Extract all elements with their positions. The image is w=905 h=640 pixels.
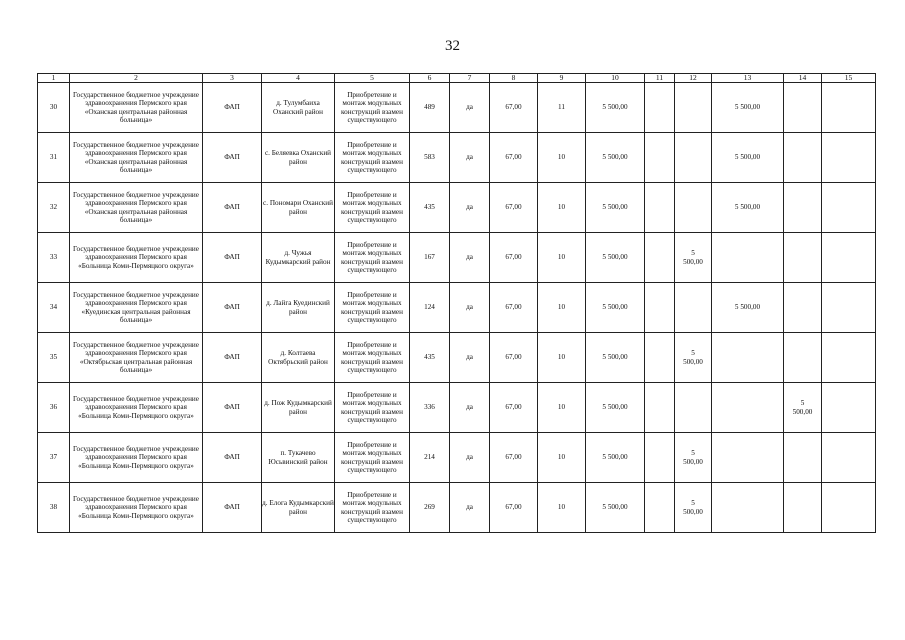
- row-number: 36: [49, 403, 58, 412]
- organization-cell: [70, 133, 203, 183]
- organization: Государственное бюджетное учреждение здравоохранения Пермского края «Октябрьская центральная районная больница»: [73, 340, 199, 374]
- column-header: 2: [70, 74, 203, 83]
- staff-count: 10: [557, 253, 566, 262]
- location-cell: [262, 433, 335, 483]
- staff-count: 11: [558, 103, 565, 112]
- col-14-amount-cell: [784, 233, 822, 283]
- table-row: [38, 433, 876, 483]
- row-number: 38: [49, 503, 58, 512]
- facility-type-cell: [203, 233, 262, 283]
- location-cell: [262, 233, 335, 283]
- organization-cell: [70, 283, 203, 333]
- organization: Государственное бюджетное учреждение здравоохранения Пермского края «Куединская центральная районная больница»: [73, 290, 199, 324]
- table-row: [38, 83, 876, 133]
- col-14-amount-cell: [784, 83, 822, 133]
- population: 269: [424, 503, 435, 512]
- column-number-row: [38, 74, 876, 83]
- work-description-cell: [335, 433, 410, 483]
- population: 124: [424, 303, 435, 312]
- col-12-amount-cell: [675, 383, 712, 433]
- column-header: 7: [450, 74, 490, 83]
- population: 214: [424, 453, 435, 462]
- location: с. Пономари Оханский район: [263, 199, 333, 216]
- facility-type-cell: [203, 133, 262, 183]
- staff-count-cell: [538, 383, 586, 433]
- staff-count-cell: [538, 133, 586, 183]
- staff-count-cell: [538, 183, 586, 233]
- col-14-amount-cell: [784, 133, 822, 183]
- facility-type-cell: [203, 483, 262, 533]
- cost-cell: [586, 133, 645, 183]
- facility-type-cell: [203, 83, 262, 133]
- organization-cell: [70, 483, 203, 533]
- col-11-cell: [645, 83, 675, 133]
- population: 167: [424, 253, 435, 262]
- population-cell: [410, 83, 450, 133]
- work-description-cell: [335, 333, 410, 383]
- col-12-amount-cell: [675, 83, 712, 133]
- col-14-amount-cell: [784, 333, 822, 383]
- work-description-cell: [335, 283, 410, 333]
- row-number: 37: [49, 453, 58, 462]
- organization-cell: [70, 433, 203, 483]
- work-description: Приобретение и монтаж модульных конструкций взамен существующего: [341, 490, 403, 524]
- col-15-cell: [822, 133, 876, 183]
- col-14-amount-cell: [784, 283, 822, 333]
- organization: Государственное бюджетное учреждение здравоохранения Пермского края «Больница Коми-Пермяцкого округа»: [73, 445, 199, 470]
- table-row: [38, 383, 876, 433]
- col-12-amount: 5 500,00: [683, 349, 703, 366]
- col-12-amount-cell: [675, 133, 712, 183]
- col-15-cell: [822, 183, 876, 233]
- col-14-amount-cell: [784, 483, 822, 533]
- population: 435: [424, 353, 435, 362]
- cost: 5 500,00: [602, 153, 628, 162]
- cost: 5 500,00: [602, 203, 628, 212]
- staff-count-cell: [538, 483, 586, 533]
- row-number-cell: [38, 283, 70, 333]
- staff-count-cell: [538, 333, 586, 383]
- needed-flag: да: [466, 503, 473, 512]
- population: 336: [424, 403, 435, 412]
- table-row: [38, 233, 876, 283]
- col-12-amount: 5 500,00: [683, 449, 703, 466]
- organization: Государственное бюджетное учреждение здравоохранения Пермского края «Оханская центральная районная больница»: [73, 140, 199, 174]
- population-cell: [410, 233, 450, 283]
- needed-flag: да: [466, 153, 473, 162]
- organization: Государственное бюджетное учреждение здравоохранения Пермского края «Оханская центральная районная больница»: [73, 190, 199, 224]
- needed-flag-cell: [450, 183, 490, 233]
- cost-cell: [586, 83, 645, 133]
- needed-flag-cell: [450, 483, 490, 533]
- organization-cell: [70, 383, 203, 433]
- column-header: 1: [38, 74, 70, 83]
- cost: 5 500,00: [602, 253, 628, 262]
- table-row: [38, 183, 876, 233]
- cost: 5 500,00: [602, 103, 628, 112]
- work-description: Приобретение и монтаж модульных конструкций взамен существующего: [341, 190, 403, 224]
- population: 435: [424, 203, 435, 212]
- work-description-cell: [335, 483, 410, 533]
- staff-count-cell: [538, 233, 586, 283]
- col-12-amount-cell: [675, 233, 712, 283]
- facility-type-cell: [203, 433, 262, 483]
- col-15-cell: [822, 233, 876, 283]
- needed-flag-cell: [450, 133, 490, 183]
- column-header: 5: [335, 74, 410, 83]
- page-number: 32: [445, 38, 460, 54]
- work-description: Приобретение и монтаж модульных конструкций взамен существующего: [341, 340, 403, 374]
- col-13-amount-cell: [712, 383, 784, 433]
- col-11-cell: [645, 233, 675, 283]
- staff-count: 10: [557, 453, 566, 462]
- col-12-amount-cell: [675, 283, 712, 333]
- row-number: 34: [49, 303, 58, 312]
- column-header: 3: [203, 74, 262, 83]
- column-header: 9: [538, 74, 586, 83]
- population: 489: [424, 103, 435, 112]
- needed-flag-cell: [450, 383, 490, 433]
- population-cell: [410, 183, 450, 233]
- location-cell: [262, 183, 335, 233]
- staff-count: 10: [557, 403, 566, 412]
- column-header: 13: [712, 74, 784, 83]
- population-cell: [410, 283, 450, 333]
- col-11-cell: [645, 383, 675, 433]
- needed-flag: да: [466, 103, 473, 112]
- facility-type-cell: [203, 333, 262, 383]
- col-14-amount-cell: [784, 383, 822, 433]
- location-cell: [262, 83, 335, 133]
- staff-count-cell: [538, 283, 586, 333]
- area: 67,00: [505, 503, 522, 512]
- col-14-amount: 5 500,00: [792, 399, 813, 416]
- area: 67,00: [505, 153, 522, 162]
- column-header: 14: [784, 74, 822, 83]
- cost: 5 500,00: [602, 403, 628, 412]
- area: 67,00: [505, 303, 522, 312]
- organization: Государственное бюджетное учреждение здравоохранения Пермского края «Больница Коми-Пермяцкого округа»: [73, 495, 199, 520]
- table-body: [38, 83, 876, 533]
- col-15-cell: [822, 383, 876, 433]
- col-13-amount: 5 500,00: [734, 303, 761, 312]
- work-description-cell: [335, 83, 410, 133]
- location: д. Лайга Куединский район: [266, 299, 330, 316]
- col-13-amount-cell: [712, 183, 784, 233]
- staff-count: 10: [557, 353, 566, 362]
- facilities-table: [37, 73, 876, 533]
- needed-flag: да: [466, 303, 473, 312]
- col-15-cell: [822, 333, 876, 383]
- cost: 5 500,00: [602, 303, 628, 312]
- area: 67,00: [505, 403, 522, 412]
- area-cell: [490, 183, 538, 233]
- col-13-amount-cell: [712, 133, 784, 183]
- staff-count: 10: [557, 503, 566, 512]
- needed-flag-cell: [450, 283, 490, 333]
- col-11-cell: [645, 183, 675, 233]
- needed-flag: да: [466, 353, 473, 362]
- facility-type: ФАП: [224, 353, 240, 362]
- facility-type-cell: [203, 183, 262, 233]
- col-13-amount-cell: [712, 433, 784, 483]
- work-description: Приобретение и монтаж модульных конструкций взамен существующего: [341, 140, 403, 174]
- needed-flag: да: [466, 403, 473, 412]
- column-header: 11: [645, 74, 675, 83]
- needed-flag-cell: [450, 83, 490, 133]
- row-number-cell: [38, 483, 70, 533]
- cost: 5 500,00: [602, 453, 628, 462]
- area-cell: [490, 333, 538, 383]
- population: 583: [424, 153, 435, 162]
- facility-type: ФАП: [224, 253, 240, 262]
- work-description-cell: [335, 233, 410, 283]
- row-number-cell: [38, 233, 70, 283]
- col-14-amount-cell: [784, 433, 822, 483]
- organization-cell: [70, 183, 203, 233]
- col-13-amount-cell: [712, 333, 784, 383]
- area-cell: [490, 433, 538, 483]
- population-cell: [410, 433, 450, 483]
- area-cell: [490, 483, 538, 533]
- col-12-amount-cell: [675, 483, 712, 533]
- needed-flag: да: [466, 203, 473, 212]
- row-number: 32: [49, 203, 58, 212]
- col-12-amount: 5 500,00: [683, 499, 703, 516]
- organization-cell: [70, 83, 203, 133]
- col-13-amount: 5 500,00: [734, 203, 761, 212]
- location: д. Чужья Кудымкарский район: [265, 249, 331, 266]
- area-cell: [490, 283, 538, 333]
- facility-type-cell: [203, 283, 262, 333]
- column-header: 15: [822, 74, 876, 83]
- column-header: 12: [675, 74, 712, 83]
- staff-count: 10: [557, 203, 566, 212]
- needed-flag: да: [466, 453, 473, 462]
- row-number: 31: [49, 153, 58, 162]
- location: д. Тулумбаиха Оханский район: [273, 99, 323, 116]
- col-12-amount-cell: [675, 183, 712, 233]
- cost-cell: [586, 383, 645, 433]
- organization-cell: [70, 333, 203, 383]
- row-number-cell: [38, 183, 70, 233]
- table-row: [38, 133, 876, 183]
- table-row: [38, 283, 876, 333]
- col-13-amount-cell: [712, 83, 784, 133]
- staff-count: 10: [557, 303, 566, 312]
- row-number-cell: [38, 333, 70, 383]
- location-cell: [262, 383, 335, 433]
- facility-type: ФАП: [224, 403, 240, 412]
- column-header: 8: [490, 74, 538, 83]
- cost-cell: [586, 433, 645, 483]
- col-15-cell: [822, 433, 876, 483]
- work-description: Приобретение и монтаж модульных конструкций взамен существующего: [341, 90, 403, 124]
- area: 67,00: [505, 203, 522, 212]
- cost: 5 500,00: [602, 353, 628, 362]
- col-15-cell: [822, 283, 876, 333]
- organization: Государственное бюджетное учреждение здравоохранения Пермского края «Больница Коми-Пермяцкого округа»: [73, 245, 199, 270]
- work-description: Приобретение и монтаж модульных конструкций взамен существующего: [341, 240, 403, 274]
- col-11-cell: [645, 333, 675, 383]
- location: п. Тукачево Юсьвинский район: [268, 449, 328, 466]
- area: 67,00: [505, 453, 522, 462]
- column-header: 4: [262, 74, 335, 83]
- area: 67,00: [505, 103, 522, 112]
- organization: Государственное бюджетное учреждение здравоохранения Пермского края «Больница Коми-Пермяцкого округа»: [73, 395, 199, 420]
- cost-cell: [586, 183, 645, 233]
- cost-cell: [586, 333, 645, 383]
- row-number-cell: [38, 383, 70, 433]
- col-13-amount: 5 500,00: [734, 153, 761, 162]
- work-description: Приобретение и монтаж модульных конструкций взамен существующего: [341, 440, 403, 474]
- col-12-amount: 5 500,00: [683, 249, 703, 266]
- needed-flag-cell: [450, 333, 490, 383]
- location: с. Беляевка Оханский район: [264, 149, 332, 166]
- col-14-amount-cell: [784, 183, 822, 233]
- row-number-cell: [38, 83, 70, 133]
- col-11-cell: [645, 283, 675, 333]
- facility-type: ФАП: [224, 153, 240, 162]
- col-13-amount-cell: [712, 283, 784, 333]
- col-12-amount-cell: [675, 433, 712, 483]
- location-cell: [262, 483, 335, 533]
- facility-type: ФАП: [224, 503, 240, 512]
- work-description: Приобретение и монтаж модульных конструкций взамен существующего: [341, 390, 403, 424]
- cost-cell: [586, 233, 645, 283]
- area: 67,00: [505, 253, 522, 262]
- organization-cell: [70, 233, 203, 283]
- location-cell: [262, 333, 335, 383]
- facility-type: ФАП: [224, 103, 240, 112]
- work-description: Приобретение и монтаж модульных конструкций взамен существующего: [341, 290, 403, 324]
- col-11-cell: [645, 133, 675, 183]
- table-row: [38, 483, 876, 533]
- row-number-cell: [38, 133, 70, 183]
- staff-count: 10: [557, 153, 566, 162]
- facility-type: ФАП: [224, 303, 240, 312]
- location-cell: [262, 133, 335, 183]
- location: д. Елога Кудымкарский район: [262, 499, 334, 516]
- col-13-amount-cell: [712, 233, 784, 283]
- location-cell: [262, 283, 335, 333]
- area: 67,00: [505, 353, 522, 362]
- needed-flag-cell: [450, 433, 490, 483]
- col-11-cell: [645, 483, 675, 533]
- col-11-cell: [645, 433, 675, 483]
- work-description-cell: [335, 383, 410, 433]
- organization: Государственное бюджетное учреждение здравоохранения Пермского края «Оханская центральная районная больница»: [73, 90, 199, 124]
- facility-type-cell: [203, 383, 262, 433]
- needed-flag: да: [466, 253, 473, 262]
- area-cell: [490, 233, 538, 283]
- population-cell: [410, 333, 450, 383]
- area-cell: [490, 83, 538, 133]
- work-description-cell: [335, 183, 410, 233]
- population-cell: [410, 383, 450, 433]
- staff-count-cell: [538, 83, 586, 133]
- col-13-amount: 5 500,00: [734, 103, 761, 112]
- column-header: 6: [410, 74, 450, 83]
- row-number: 35: [49, 353, 58, 362]
- staff-count-cell: [538, 433, 586, 483]
- area-cell: [490, 133, 538, 183]
- row-number-cell: [38, 433, 70, 483]
- population-cell: [410, 483, 450, 533]
- needed-flag-cell: [450, 233, 490, 283]
- column-header: 10: [586, 74, 645, 83]
- cost: 5 500,00: [602, 503, 628, 512]
- location: д. Колтаева Октябрьский район: [268, 349, 328, 366]
- location: д. Пож Кудымкарский район: [264, 399, 332, 416]
- col-12-amount-cell: [675, 333, 712, 383]
- table-row: [38, 333, 876, 383]
- facility-type: ФАП: [224, 453, 240, 462]
- cost-cell: [586, 483, 645, 533]
- work-description-cell: [335, 133, 410, 183]
- area-cell: [490, 383, 538, 433]
- row-number: 30: [49, 103, 58, 112]
- col-13-amount-cell: [712, 483, 784, 533]
- population-cell: [410, 133, 450, 183]
- cost-cell: [586, 283, 645, 333]
- facility-type: ФАП: [224, 203, 240, 212]
- row-number: 33: [49, 253, 58, 262]
- col-15-cell: [822, 83, 876, 133]
- col-15-cell: [822, 483, 876, 533]
